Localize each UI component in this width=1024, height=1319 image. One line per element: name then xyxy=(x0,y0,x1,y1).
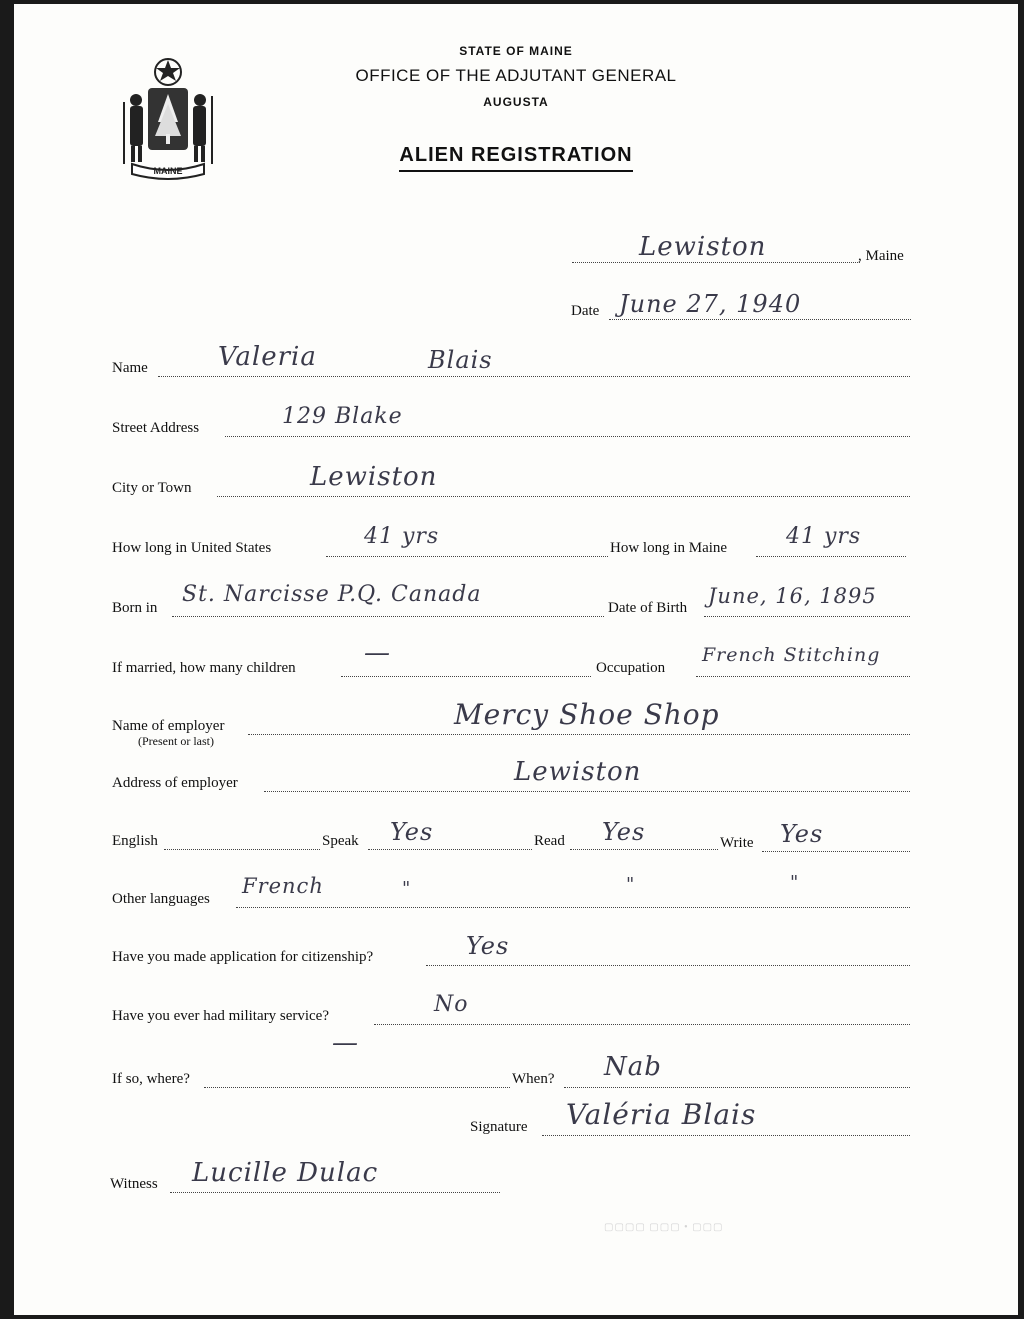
other-language-4: " xyxy=(790,872,800,893)
where-label: If so, where? xyxy=(112,1071,190,1087)
speak-line xyxy=(368,849,532,850)
how-long-us-value: 41 yrs xyxy=(364,524,440,549)
first-name-value: Valeria xyxy=(218,342,317,372)
born-value: St. Narcisse P.Q. Canada xyxy=(182,582,482,607)
military-line xyxy=(374,1024,910,1025)
date-line xyxy=(609,319,911,320)
speak-label: Speak xyxy=(322,833,359,849)
signature-value: Valéria Blais xyxy=(566,1098,757,1131)
children-label: If married, how many children xyxy=(112,660,296,676)
how-long-us-label: How long in United States xyxy=(112,540,272,556)
read-line xyxy=(570,849,718,850)
office-heading: OFFICE OF THE ADJUTANT GENERAL xyxy=(355,66,677,85)
dob-line xyxy=(704,616,910,617)
faint-stamp: ▢▢▢▢ ▢▢▢ • ▢▢▢ xyxy=(604,1222,724,1233)
write-line xyxy=(762,851,910,852)
city-heading: AUGUSTA xyxy=(483,95,549,109)
street-label: Street Address xyxy=(112,420,200,436)
city-line xyxy=(217,496,910,497)
employer-line xyxy=(248,734,910,735)
dob-label: Date of Birth xyxy=(608,600,688,616)
employer-label: Name of employer xyxy=(112,718,225,734)
signature-line xyxy=(542,1135,910,1136)
city-label: City or Town xyxy=(112,480,192,496)
occupation-value: French Stitching xyxy=(702,644,881,666)
other-language-3: " xyxy=(626,874,636,895)
write-value: Yes xyxy=(780,820,824,848)
town-value: Lewiston xyxy=(639,232,767,262)
occupation-label: Occupation xyxy=(596,660,666,676)
town-line xyxy=(572,262,860,263)
street-value: 129 Blake xyxy=(282,404,403,429)
date-value: June 27, 1940 xyxy=(619,290,802,318)
street-line xyxy=(225,436,910,437)
children-line xyxy=(341,676,591,677)
employer-address-value: Lewiston xyxy=(514,757,642,787)
occupation-line xyxy=(696,676,910,677)
citizenship-line xyxy=(426,965,910,966)
witness-line xyxy=(170,1192,500,1193)
name-line xyxy=(158,376,910,377)
employer-address-line xyxy=(264,791,910,792)
born-line xyxy=(172,616,604,617)
form-title: ALIEN REGISTRATION xyxy=(14,144,1018,167)
when-label: When? xyxy=(512,1071,555,1087)
other-languages-label: Other languages xyxy=(112,891,210,907)
military-label: Have you ever had military service? xyxy=(112,1008,329,1024)
last-name-value: Blais xyxy=(428,346,493,374)
how-long-maine-label: How long in Maine xyxy=(610,540,728,556)
witness-label: Witness xyxy=(110,1176,158,1192)
how-long-maine-value: 41 yrs xyxy=(786,524,862,549)
how-long-maine-line xyxy=(756,556,906,557)
employer-note: (Present or last) xyxy=(138,734,214,748)
military-value: No xyxy=(434,992,469,1017)
how-long-us-line xyxy=(326,556,608,557)
where-line xyxy=(204,1087,510,1088)
signature-label: Signature xyxy=(470,1119,528,1135)
english-line xyxy=(164,849,320,850)
state-heading: STATE OF MAINE xyxy=(459,44,573,58)
name-label: Name xyxy=(112,360,148,376)
children-value: — xyxy=(364,638,391,668)
dob-value: June, 16, 1895 xyxy=(708,584,877,608)
registration-form xyxy=(14,4,1018,1315)
when-value: Nab xyxy=(604,1052,662,1082)
read-value: Yes xyxy=(602,818,646,846)
other-language-2: " xyxy=(402,878,412,899)
write-label: Write xyxy=(720,835,754,851)
seal-banner-text: MAINE xyxy=(153,166,183,176)
other-languages-line xyxy=(236,907,910,908)
read-label: Read xyxy=(534,833,565,849)
citizenship-value: Yes xyxy=(466,932,510,960)
maine-label: , Maine xyxy=(858,248,904,264)
when-line xyxy=(564,1087,910,1088)
speak-value: Yes xyxy=(390,818,434,846)
citizenship-label: Have you made application for citizenship? xyxy=(112,949,374,965)
english-label: English xyxy=(112,833,158,849)
date-label: Date xyxy=(571,303,600,319)
employer-address-label: Address of employer xyxy=(112,775,238,791)
employer-value: Mercy Shoe Shop xyxy=(454,698,720,731)
witness-value: Lucille Dulac xyxy=(192,1158,379,1188)
born-label: Born in xyxy=(112,600,158,616)
city-value: Lewiston xyxy=(310,462,438,492)
where-value: — xyxy=(332,1028,359,1058)
other-language-1: French xyxy=(242,874,324,898)
